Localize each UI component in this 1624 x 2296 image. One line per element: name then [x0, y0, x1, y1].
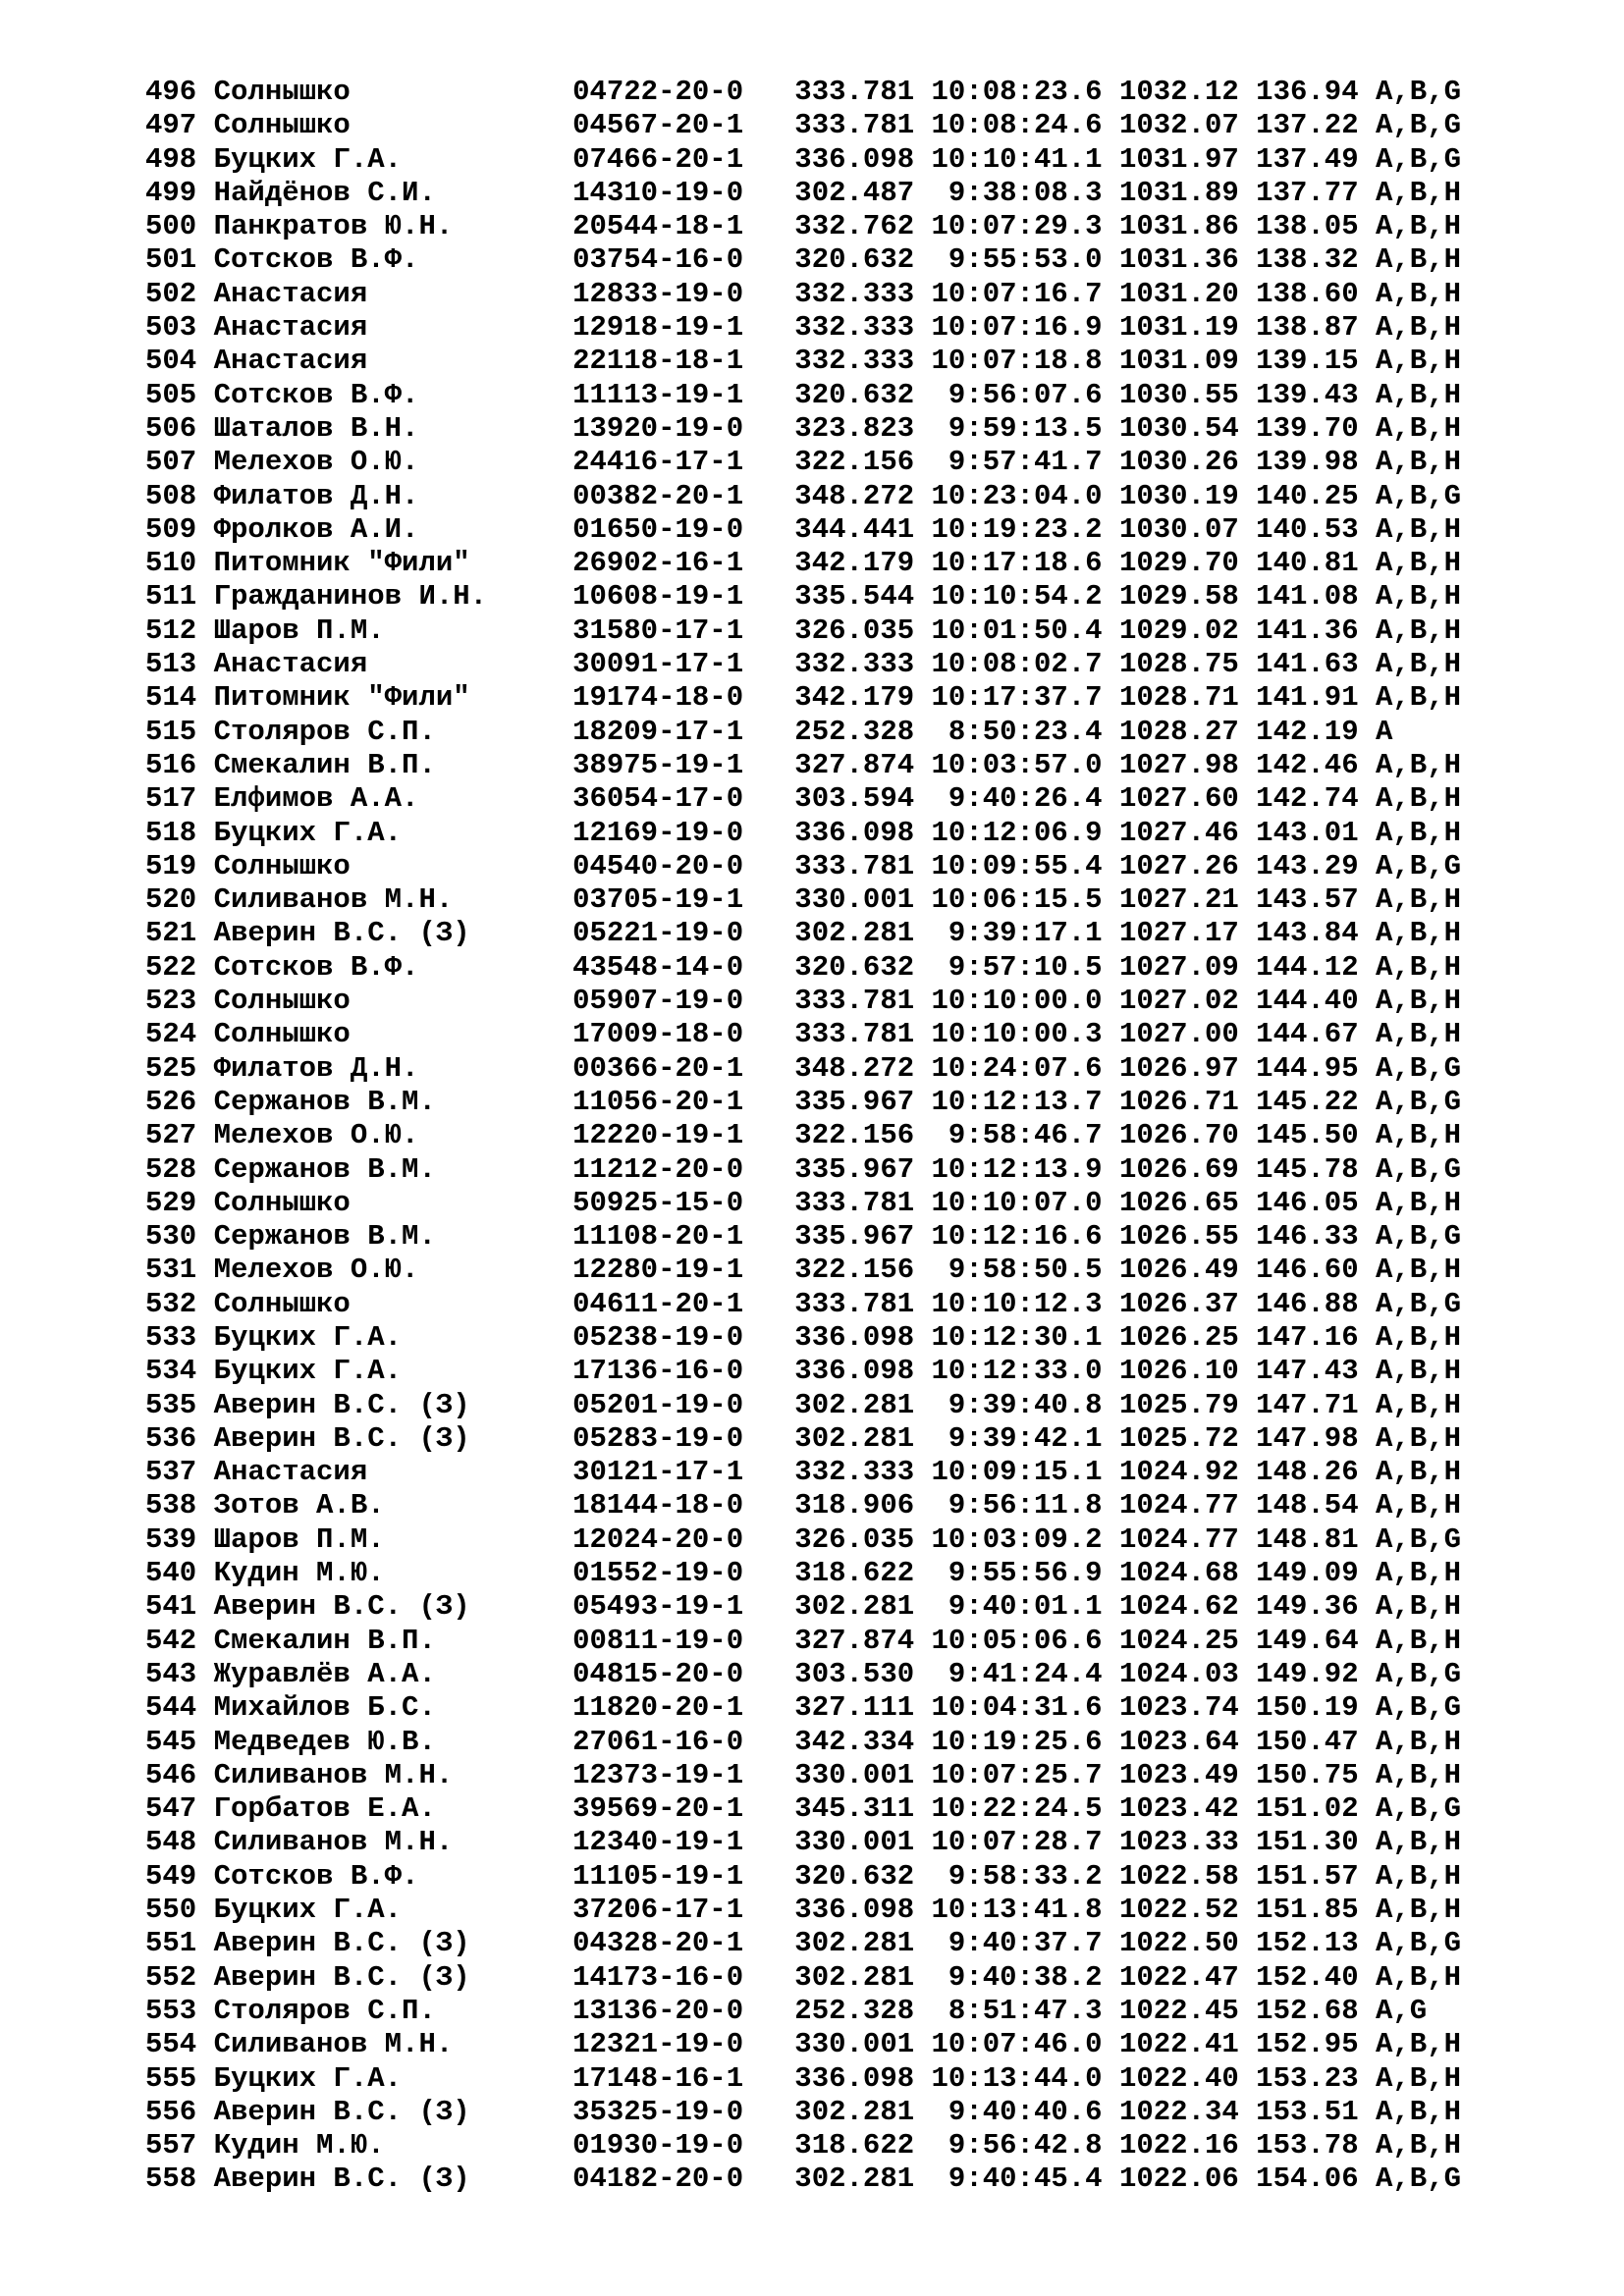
result-row: 551 Аверин В.С. (З) 04328-20-1 302.281 9:40:37.7 1022.50 152.13 A,B,G — [145, 1927, 1462, 1960]
result-row: 504 Анастасия 22118-18-1 332.333 10:07:18.8 1031.09 139.15 A,B,H — [145, 345, 1462, 378]
result-row: 532 Солнышко 04611-20-1 333.781 10:10:12.3 1026.37 146.88 A,B,G — [145, 1287, 1462, 1320]
result-row: 507 Мелехов О.Ю. 24416-17-1 322.156 9:57:41.7 1030.26 139.98 A,B,H — [145, 446, 1462, 479]
result-row: 496 Солнышко 04722-20-0 333.781 10:08:23.6 1032.12 136.94 A,B,G — [145, 76, 1462, 108]
result-row: 545 Медведев Ю.В. 27061-16-0 342.334 10:19:25.6 1023.64 150.47 A,B,H — [145, 1725, 1462, 1758]
result-row: 537 Анастасия 30121-17-1 332.333 10:09:15.1 1024.92 148.26 A,B,H — [145, 1456, 1462, 1489]
result-row: 503 Анастасия 12918-19-1 332.333 10:07:16.9 1031.19 138.87 A,B,H — [145, 311, 1462, 345]
result-row: 500 Панкратов Ю.Н. 20544-18-1 332.762 10:07:29.3 1031.86 138.05 A,B,H — [145, 210, 1462, 243]
result-row: 515 Столяров С.П. 18209-17-1 252.328 8:50:23.4 1028.27 142.19 A — [145, 715, 1393, 748]
result-row: 514 Питомник "Фили" 19174-18-0 342.179 10:17:37.7 1028.71 141.91 A,B,H — [145, 681, 1462, 715]
result-row: 541 Аверин В.С. (З) 05493-19-1 302.281 9:40:01.1 1024.62 149.36 A,B,H — [145, 1590, 1462, 1624]
result-row: 533 Буцких Г.А. 05238-19-0 336.098 10:12:30.1 1026.25 147.16 A,B,H — [145, 1320, 1462, 1354]
result-row: 534 Буцких Г.А. 17136-16-0 336.098 10:12:33.0 1026.10 147.43 A,B,H — [145, 1355, 1462, 1388]
result-row: 542 Смекалин В.П. 00811-19-0 327.874 10:05:06.6 1024.25 149.64 A,B,H — [145, 1624, 1462, 1657]
result-row: 497 Солнышко 04567-20-1 333.781 10:08:24.6 1032.07 137.22 A,B,G — [145, 109, 1462, 142]
result-row: 553 Столяров С.П. 13136-20-0 252.328 8:51:47.3 1022.45 152.68 A,G — [145, 1994, 1428, 2027]
result-row: 521 Аверин В.С. (З) 05221-19-0 302.281 9:39:17.1 1027.17 143.84 A,B,H — [145, 917, 1462, 950]
result-row: 509 Фролков А.И. 01650-19-0 344.441 10:19:23.2 1030.07 140.53 A,B,H — [145, 512, 1462, 546]
result-row: 512 Шаров П.М. 31580-17-1 326.035 10:01:50.4 1029.02 141.36 A,B,H — [145, 614, 1462, 647]
result-row: 550 Буцких Г.А. 37206-17-1 336.098 10:13:41.8 1022.52 151.85 A,B,H — [145, 1894, 1462, 1927]
result-row: 557 Кудин М.Ю. 01930-19-0 318.622 9:56:42.8 1022.16 153.78 A,B,H — [145, 2129, 1462, 2163]
result-row: 540 Кудин М.Ю. 01552-19-0 318.622 9:55:56.9 1024.68 149.09 A,B,H — [145, 1557, 1462, 1590]
result-row: 519 Солнышко 04540-20-0 333.781 10:09:55.4 1027.26 143.29 A,B,G — [145, 849, 1462, 882]
result-row: 539 Шаров П.М. 12024-20-0 326.035 10:03:09.2 1024.77 148.81 A,B,G — [145, 1522, 1462, 1556]
result-row: 558 Аверин В.С. (З) 04182-20-0 302.281 9:40:45.4 1022.06 154.06 A,B,G — [145, 2163, 1462, 2196]
result-row: 548 Силиванов М.Н. 12340-19-1 330.001 10:07:28.7 1023.33 151.30 A,B,H — [145, 1826, 1462, 1859]
result-row: 511 Гражданинов И.Н. 10608-19-1 335.544 10:10:54.2 1029.58 141.08 A,B,H — [145, 580, 1462, 614]
result-row: 520 Силиванов М.Н. 03705-19-1 330.001 10:06:15.5 1027.21 143.57 A,B,H — [145, 883, 1462, 917]
result-row: 549 Сотсков В.Ф. 11105-19-1 320.632 9:58:33.2 1022.58 151.57 A,B,H — [145, 1859, 1462, 1893]
result-row: 525 Филатов Д.Н. 00366-20-1 348.272 10:24:07.6 1026.97 144.95 A,B,G — [145, 1051, 1462, 1085]
result-row: 523 Солнышко 05907-19-0 333.781 10:10:00.0 1027.02 144.40 A,B,H — [145, 985, 1462, 1018]
result-row: 513 Анастасия 30091-17-1 332.333 10:08:02.7 1028.75 141.63 A,B,H — [145, 648, 1462, 681]
result-row: 543 Журавлёв А.А. 04815-20-0 303.530 9:41:24.4 1024.03 149.92 A,B,G — [145, 1657, 1462, 1690]
result-row: 516 Смекалин В.П. 38975-19-1 327.874 10:03:57.0 1027.98 142.46 A,B,H — [145, 748, 1462, 781]
result-row: 528 Сержанов В.М. 11212-20-0 335.967 10:12:13.9 1026.69 145.78 A,B,G — [145, 1152, 1462, 1186]
result-row: 498 Буцких Г.А. 07466-20-1 336.098 10:10:41.1 1031.97 137.49 A,B,G — [145, 142, 1462, 176]
result-row: 524 Солнышко 17009-18-0 333.781 10:10:00.3 1027.00 144.67 A,B,H — [145, 1018, 1462, 1051]
result-row: 536 Аверин В.С. (З) 05283-19-0 302.281 9:39:42.1 1025.72 147.98 A,B,H — [145, 1421, 1462, 1455]
result-row: 538 Зотов А.В. 18144-18-0 318.906 9:56:11.8 1024.77 148.54 A,B,H — [145, 1489, 1462, 1522]
result-row: 501 Сотсков В.Ф. 03754-16-0 320.632 9:55:53.0 1031.36 138.32 A,B,H — [145, 243, 1462, 277]
result-row: 506 Шаталов В.Н. 13920-19-0 323.823 9:59:13.5 1030.54 139.70 A,B,H — [145, 411, 1462, 445]
result-row: 555 Буцких Г.А. 17148-16-1 336.098 10:13:44.0 1022.40 153.23 A,B,H — [145, 2061, 1462, 2095]
result-row: 522 Сотсков В.Ф. 43548-14-0 320.632 9:57:10.5 1027.09 144.12 A,B,H — [145, 950, 1462, 984]
result-row: 508 Филатов Д.Н. 00382-20-1 348.272 10:23:04.0 1030.19 140.25 A,B,G — [145, 479, 1462, 512]
result-row: 530 Сержанов В.М. 11108-20-1 335.967 10:12:16.6 1026.55 146.33 A,B,G — [145, 1220, 1462, 1254]
result-row: 518 Буцких Г.А. 12169-19-0 336.098 10:12:06.9 1027.46 143.01 A,B,H — [145, 816, 1462, 849]
result-row: 546 Силиванов М.Н. 12373-19-1 330.001 10:07:25.7 1023.49 150.75 A,B,H — [145, 1758, 1462, 1791]
result-row: 510 Питомник "Фили" 26902-16-1 342.179 10:17:18.6 1029.70 140.81 A,B,H — [145, 547, 1462, 580]
result-row: 535 Аверин В.С. (З) 05201-19-0 302.281 9:39:40.8 1025.79 147.71 A,B,H — [145, 1388, 1462, 1421]
result-row: 547 Горбатов Е.А. 39569-20-1 345.311 10:22:24.5 1023.42 151.02 A,B,G — [145, 1792, 1462, 1826]
result-row: 527 Мелехов О.Ю. 12220-19-1 322.156 9:58:46.7 1026.70 145.50 A,B,H — [145, 1119, 1462, 1152]
results-list — [145, 76, 1461, 2197]
result-row: 529 Солнышко 50925-15-0 333.781 10:10:07.0 1026.65 146.05 A,B,H — [145, 1186, 1462, 1219]
result-row: 556 Аверин В.С. (З) 35325-19-0 302.281 9:40:40.6 1022.34 153.51 A,B,H — [145, 2095, 1462, 2128]
result-row: 544 Михайлов Б.С. 11820-20-1 327.111 10:04:31.6 1023.74 150.19 A,B,G — [145, 1691, 1462, 1725]
result-row: 526 Сержанов В.М. 11056-20-1 335.967 10:12:13.7 1026.71 145.22 A,B,G — [145, 1085, 1462, 1118]
result-row: 502 Анастасия 12833-19-0 332.333 10:07:16.7 1031.20 138.60 A,B,H — [145, 277, 1462, 310]
result-row: 505 Сотсков В.Ф. 11113-19-1 320.632 9:56:07.6 1030.55 139.43 A,B,H — [145, 378, 1462, 411]
result-row: 531 Мелехов О.Ю. 12280-19-1 322.156 9:58:50.5 1026.49 146.60 A,B,H — [145, 1254, 1462, 1287]
result-row: 517 Елфимов А.А. 36054-17-0 303.594 9:40:26.4 1027.60 142.74 A,B,H — [145, 782, 1462, 816]
result-row: 554 Силиванов М.Н. 12321-19-0 330.001 10:07:46.0 1022.41 152.95 A,B,H — [145, 2028, 1462, 2061]
result-row: 552 Аверин В.С. (З) 14173-16-0 302.281 9:40:38.2 1022.47 152.40 A,B,H — [145, 1960, 1462, 1994]
result-row: 499 Найдёнов С.И. 14310-19-0 302.487 9:38:08.3 1031.89 137.77 A,B,H — [145, 176, 1462, 209]
